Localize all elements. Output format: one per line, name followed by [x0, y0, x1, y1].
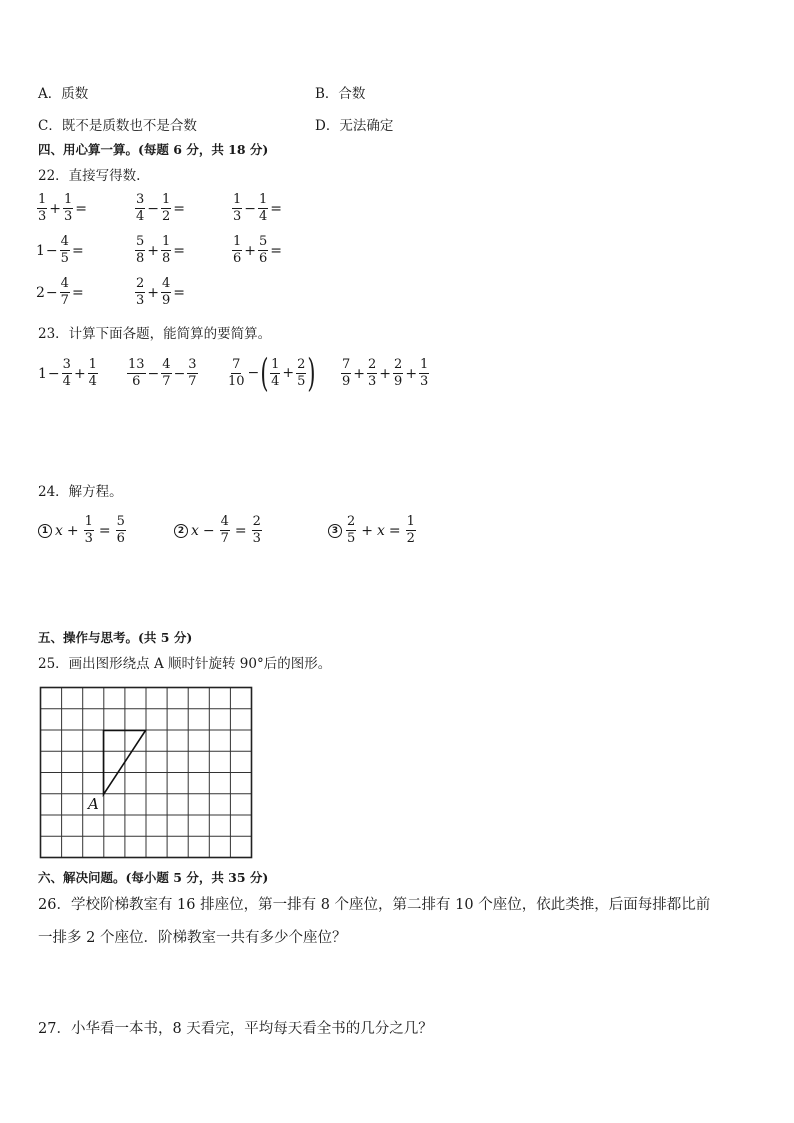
fraction: $\frac{1}{4}$ — [259, 192, 268, 224]
fraction: $\frac{1}{3}$ — [84, 514, 93, 546]
section4-heading: 四、用心算一算。(每题 6 分，共 18 分) — [38, 142, 269, 157]
q24-prompt: 24．解方程。 — [38, 484, 123, 500]
circled-number: 3 — [328, 524, 342, 538]
option-c: C．既不是质数也不是合数 — [38, 118, 197, 134]
q22-item-5: $\frac{5}{8}$ + $\frac{1}{8}$ = — [136, 234, 186, 266]
fraction: $\frac{2}{5}$ — [297, 356, 306, 389]
fraction: $\frac{7}{9}$ — [342, 357, 351, 389]
q23-expression-2: $\frac{13}{6}$ − $\frac{4}{7}$ − $\frac{3}{7}$ — [128, 357, 197, 389]
q23-expression-1: 1 − $\frac{3}{4}$ + $\frac{1}{4}$ — [38, 357, 97, 389]
fraction: $\frac{2}{3}$ — [368, 357, 377, 389]
q22-item-1: $\frac{1}{3}$ + $\frac{1}{3}$ = — [38, 192, 88, 224]
fraction: $\frac{2}{3}$ — [252, 514, 261, 546]
section5-heading: 五、操作与思考。(共 5 分) — [38, 630, 193, 645]
q22-item-7: 2 − $\frac{4}{7}$ = — [36, 276, 84, 308]
rotation-grid — [38, 686, 254, 860]
q26-line-2: 一排多 2 个座位．阶梯教室一共有多少个座位？ — [38, 930, 347, 946]
q23-expression-3: $\frac{7}{10}$ − ( $\frac{1}{4}$ + $\frac{2}{5}$ ) — [228, 351, 316, 395]
q26-line-1: 26．学校阶梯教室有 16 排座位，第一排有 8 个座位，第二排有 10 个座位，依此类推，后面每排都比前 — [38, 897, 711, 913]
q25-prompt: 25．画出图形绕点 A 顺时针旋转 90°后的图形。 — [38, 656, 332, 672]
fraction: $\frac{1}{4}$ — [271, 356, 280, 389]
q22-item-4: 1 − $\frac{4}{5}$ = — [36, 234, 84, 266]
q23-expression-4: $\frac{7}{9}$ + $\frac{2}{3}$ + $\frac{2}{9}$ + $\frac{1}{3}$ — [342, 357, 429, 389]
q22-item-2: $\frac{3}{4}$ − $\frac{1}{2}$ = — [136, 192, 186, 224]
option-b: B．合数 — [315, 86, 366, 102]
fraction: $\frac{3}{7}$ — [188, 357, 197, 389]
grid-lines — [41, 688, 252, 858]
fraction: $\frac{4}{7}$ — [162, 357, 171, 389]
q22-prompt: 22．直接写得数. — [38, 168, 141, 184]
fraction: $\frac{1}{3}$ — [233, 192, 242, 224]
fraction: $\frac{1}{8}$ — [162, 234, 171, 266]
q22-item-8: $\frac{2}{3}$ + $\frac{4}{9}$ = — [136, 276, 186, 308]
left-paren: ( — [260, 351, 269, 395]
point-a-label: A — [88, 795, 99, 813]
fraction: $\frac{1}{4}$ — [88, 357, 97, 389]
q24-equation-2: 2 x − $\frac{4}{7}$ = $\frac{2}{3}$ — [174, 515, 263, 546]
section6-heading: 六、解决问题。(每小题 5 分，共 35 分) — [38, 870, 269, 885]
fraction: $\frac{5}{6}$ — [259, 234, 268, 266]
circled-number: 2 — [174, 524, 188, 538]
q24-equation-3: 3 $\frac{2}{5}$ + x = $\frac{1}{2}$ — [328, 515, 417, 546]
fraction: $\frac{1}{6}$ — [233, 234, 242, 266]
fraction: $\frac{4}{7}$ — [220, 514, 229, 546]
q22-item-3: $\frac{1}{3}$ − $\frac{1}{4}$ = — [233, 192, 283, 224]
fraction: $\frac{13}{6}$ — [128, 357, 145, 389]
q22-item-6: $\frac{1}{6}$ + $\frac{5}{6}$ = — [233, 234, 283, 266]
circled-number: 1 — [38, 524, 52, 538]
fraction: $\frac{1}{3}$ — [38, 192, 47, 224]
q23-prompt: 23．计算下面各题，能简算的要简算。 — [38, 326, 272, 342]
option-a: A．质数 — [38, 86, 89, 102]
fraction: $\frac{1}{2}$ — [162, 192, 171, 224]
fraction: $\frac{4}{7}$ — [60, 276, 69, 308]
fraction: $\frac{2}{5}$ — [347, 514, 356, 546]
fraction: $\frac{2}{9}$ — [394, 357, 403, 389]
fraction: $\frac{3}{4}$ — [136, 192, 145, 224]
q27-text: 27．小华看一本书，8 天看完，平均每天看全书的几分之几？ — [38, 1021, 433, 1037]
fraction: $\frac{4}{9}$ — [162, 276, 171, 308]
fraction: $\frac{1}{3}$ — [64, 192, 73, 224]
option-d: D．无法确定 — [315, 118, 394, 134]
right-paren: ) — [307, 351, 316, 395]
fraction: $\frac{5}{8}$ — [136, 234, 145, 266]
fraction: $\frac{4}{5}$ — [60, 234, 69, 266]
q24-equation-1: 1 x + $\frac{1}{3}$ = $\frac{5}{6}$ — [38, 515, 127, 546]
fraction: $\frac{3}{4}$ — [62, 357, 71, 389]
fraction: $\frac{7}{10}$ — [228, 356, 245, 389]
fraction: $\frac{1}{3}$ — [420, 357, 429, 389]
fraction: $\frac{5}{6}$ — [116, 514, 125, 546]
fraction: $\frac{1}{2}$ — [406, 514, 415, 546]
fraction: $\frac{2}{3}$ — [136, 276, 145, 308]
